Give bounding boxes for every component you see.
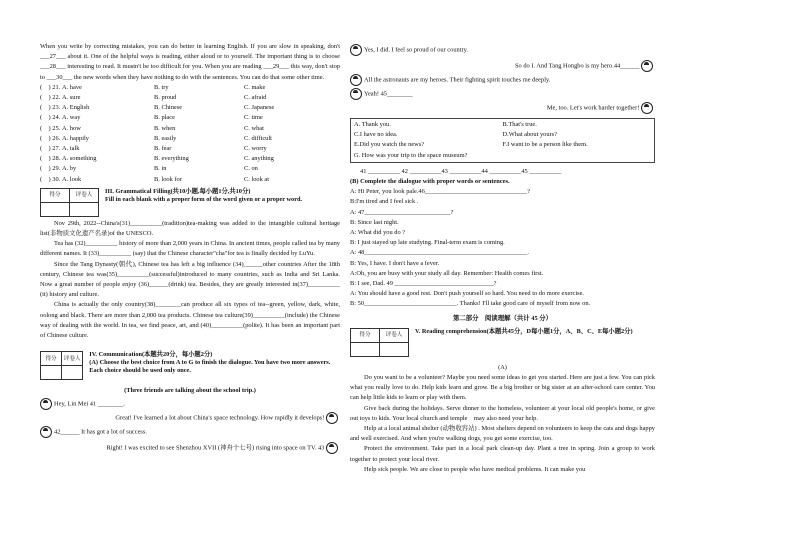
grammar-para-2: Tea has (32)__________ history of more than 2,000 years in China. In ancient times, people called tea by many different names. It (33)__________ (say) that the Chinese character"cha"for tea is finally decided by LuYu. [40,240,340,258]
boy-avatar-icon [326,442,338,454]
option-row [40,134,340,144]
score-label: 得分 [351,328,380,342]
grader-label: 评卷人 [70,188,99,202]
answer-option: B. look for [154,175,182,183]
answer-option: A. English [62,104,90,112]
section-3-subtitle: Fill in each blank with a proper form of the word given or a proper word. [105,195,303,203]
section-4-header [40,351,340,380]
girl-avatar-icon [350,74,362,86]
question-number[interactable]: ( ) 30. [40,175,61,183]
answer-option: B. when [154,124,176,132]
choice-f: F.I want to be a person like them. [502,141,588,149]
answer-option: C. Japanese [244,104,275,112]
score-label: 得分 [41,352,62,366]
option-row [40,83,340,93]
question-number[interactable]: ( ) 23. [40,104,61,112]
boy-avatar-icon [641,60,653,72]
dialogue-line: B: 50_____________________________. Thanks! I'll take good care of myself from now on. [350,300,591,308]
section-4-title: IV. Communication(本题共20分，每小题2分) [89,351,213,359]
section-5-header [350,328,655,357]
dialog-line: So do I. And Tang Hongbo is my hero.44______ [350,60,655,72]
answer-option: A. talk [62,144,80,152]
section-4-subtitle: (A) Choose the best choice from A to G to finish the dialogue. You have two more answers. Each choice should be used only once. [89,359,331,375]
option-row [40,164,340,174]
answer-option: B. in [154,165,167,173]
boy-avatar-icon [326,412,338,424]
answer-option: C. time [244,114,263,122]
answer-option: B. try [154,83,169,91]
score-cell[interactable] [41,366,62,380]
passage-para-5: Help sick people. We are close to people who have medical problems. It can make you [364,465,586,473]
question-number[interactable]: ( ) 29. [40,165,61,173]
question-number[interactable]: ( ) 28. [40,155,61,163]
dialogue-line: A: You should have a good rest. Don't push yourself so hard. You need to do more exercise. [350,290,585,298]
answer-option: A. by [62,165,77,173]
answer-option: A. how [62,124,81,132]
choices-box [350,118,655,163]
answer-option: B. place [154,114,175,122]
grader-cell[interactable] [380,342,409,356]
choice-a: A. Thank you. [354,121,391,128]
passage-para-1: Do you want to be a volunteer? Maybe you need some ideas to get you started. Here are just a few. You can pick what you really love to do. Help kids learn and grow. Be a big brother or big sister at an after-school care center. You can help little kids to learn or play with them. [350,374,655,402]
dialogue-line: B: I see, Dad. 49 _______________________________? [350,280,497,288]
answer-option: A. something [62,155,97,163]
answer-option: A. have [62,83,82,91]
score-cell[interactable] [351,342,380,356]
left-column [40,0,340,454]
answer-option: A. sure [62,94,81,101]
dialog-line: Yeah! 45________ [350,88,655,100]
answer-line[interactable]: 41 __________ 42 __________43 __________44 __________45 __________ [360,167,562,175]
dialog-line: Great! I've learned a lot about China's space technology. How rapidly it develops! [40,412,340,424]
score-cell[interactable] [41,202,70,216]
answer-option: C. on [244,165,258,173]
answer-option: B. easily [154,134,177,142]
cloze-passage-end: When you write by correcting mistakes, you can do better in learning English. If you are slow in speaking, don't ___27___ about it. One of the helpful ways is reading, either aloud or to yourself. The important thing is to choose ___28___ interesting to read. It mustn't be too difficult for you. When you are reading ___29___ this way, don't stop to ___30___ the new words when they have nothing to do with the sentences. You can do that some other time. [40,43,340,81]
answer-option: A. happily [62,134,89,142]
passage-para-3: Help at a local animal shelter (动物收容站) . Most shelters depend on volunteers to keep the cats and dogs happy and well exercised. And when you're walking dogs, you get some exercise, too. [350,425,655,443]
grader-cell[interactable] [70,202,99,216]
score-box [40,351,83,380]
girl-avatar-icon [350,44,362,56]
option-row [40,144,340,154]
question-number[interactable]: ( ) 24. [40,114,61,122]
girl-avatar-icon [350,88,362,100]
grammar-para-3: Since the Tang Dynasty(朝代), Chinese tea has left a big influence (34)______other countries After the 18th century, Chinese tea was(35)__________(successful)introduced to many countries, such as India and Sri Lanka. Now a great number of people enjoy (36)______(drink) tea. Besides, they are greatly interested in(37)__________ (it) history and culture. [40,260,340,299]
choice-b: B.That's true. [502,121,537,128]
passage-para-4: Protect the environment. Take part in a local park clean-up day. Plant a tree in spring. Join a group to work together to protect your local river. [350,445,655,463]
score-label: 得分 [41,188,70,202]
boy-avatar-icon [641,102,653,114]
option-row [40,103,340,113]
answer-option: C. afraid [244,94,267,101]
dialogue-line: B: Since last night. [350,218,399,226]
section-5-title: V. Reading comprehension(本题共45分，D每小题1分，A、B、C、E每小题2分) [415,327,633,335]
passage-para-2: Give back during the holidays. Serve dinner to the homeless, volunteer at your local old people's home, or give out toys to kids. Your local church and temple may also need your help. [350,404,655,422]
answer-option: B. everything [154,155,189,163]
option-row [40,93,340,103]
dialog-line: Me, too. Let's work harder together! [350,102,655,114]
question-number[interactable]: ( ) 27. [40,144,61,152]
question-number[interactable]: ( ) 22. [40,94,61,101]
girl-avatar-icon [40,398,52,410]
grammar-para-1: Nov 29th, 2022--China's(31)__________(tradition)tea-making was added to the intangible cultural heritage list(非物质文化遗产名录)of the UNESCO. [40,219,340,237]
choice-g: G. How was your trip to the space museum? [354,151,468,159]
girl-avatar-icon [40,426,52,438]
grader-cell[interactable] [62,366,83,380]
answer-option: C. worry [244,144,267,152]
option-row [40,154,340,164]
dialog-line: Yes, I did. I feel so proud of our country. [350,44,655,56]
dialog-line: All the astronauts are my heroes. Their fighting spirit touches me deeply. [350,74,655,86]
option-row [40,113,340,123]
answer-option: C. look at [244,175,270,183]
section-b-title: (B) Complete the dialogue with proper words or sentences. [350,178,510,186]
answer-option: B. Chinese [154,104,183,112]
dialogue-line: A: What did you do ? [350,229,406,237]
answer-option: A. way [62,114,81,122]
score-box [350,328,409,357]
choice-e: E.Did you watch the news? [354,141,425,149]
score-box [40,188,99,217]
answer-option: C. anything [244,155,274,163]
grader-label: 评卷人 [62,352,83,366]
option-row [40,175,340,185]
question-number[interactable]: ( ) 25. [40,124,61,132]
section-b-dialogue [350,187,655,309]
choice-c: C.I have no idea. [354,131,398,139]
answer-option: C. difficult [244,134,272,142]
dialogue-line: B: Yes, I have. I don't have a fever. [350,259,440,267]
answer-option: B. proud [154,94,177,101]
right-column [350,0,655,475]
section-3-title: III. Grammatical Filling(共10小题,每小题1分,共10分) [105,187,251,195]
dialog-line: Right! I was excited to see Shenzhou XVII (神舟十七号) rising into space on TV. 43 [40,442,340,454]
answer-option: C. make [244,83,266,91]
choice-d: D.What about yours? [502,131,557,139]
question-number[interactable]: ( ) 26. [40,134,61,142]
question-number[interactable]: ( ) 21. [40,83,61,91]
dialogue-line: B: I just stayed up late studying. Final-term exam is coming. [350,239,505,247]
dialog-line: 42______ It has got a lot of success. [40,426,340,438]
dialogue-line: A:Oh, you are busy with your study all day. Remember: Health comes first. [350,269,544,277]
answer-option: A. look [62,175,82,183]
answer-option: B. fear [154,144,172,152]
grader-label: 评卷人 [380,328,409,342]
answer-option: C. what [244,124,264,132]
dialogue-line: A: Hi Peter, you look pale.46________________________________? [350,188,530,196]
grammar-para-4: China is actually the only country(38)________can produce all six types of tea--green, yellow, dark, white, oolong and black. There are more than 2,000 tea products. Chinese tea culture(39)__________(include) the Chinese way of dealing with the world. In tea, we find peace, art, and (40)__________(polite). It has been an important part of Chinese culture. [40,301,340,339]
section-3-header [40,188,340,217]
dialog-line: Hey, Lin Mei 41 ________. [40,398,340,410]
passage-label: (A) [498,363,507,371]
cloze-options [40,83,340,185]
option-row [40,124,340,134]
dialogue-line: B:I'm tired and I feel sick . [350,198,419,206]
dialogue-line: A: 47___________________________? [350,208,454,216]
dialog-intro: (Three friends are talking about the school trip.) [124,387,256,395]
part-2-title: 第二部分 阅读理解（共计 45 分） [452,314,553,322]
dialogue-line: A: 48___________________________________________________. [350,249,529,257]
